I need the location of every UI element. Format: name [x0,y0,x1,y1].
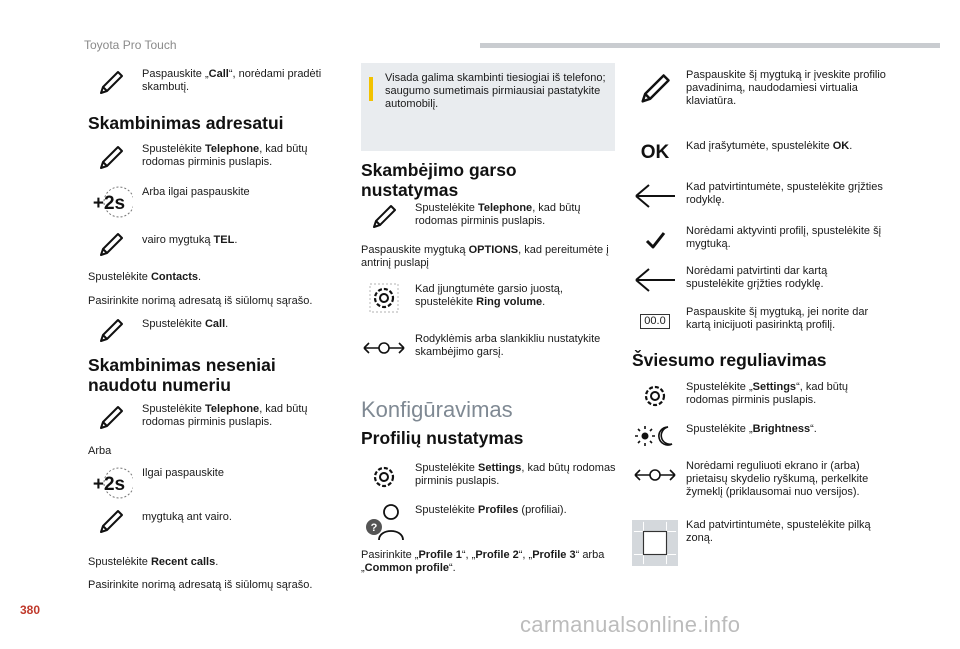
hold-2s-icon [84,184,134,220]
instruction-row [632,265,888,295]
svg-text:+2s: +2s [92,474,126,495]
info-icon [369,77,373,101]
instruction-row [84,184,350,220]
instruction-row [88,230,350,260]
instruction-row [88,507,350,537]
paragraph: Paspauskite mygtuką OPTIONS, kad pereitumėte į antrinį puslapį [361,244,609,269]
pencil-icon [88,68,134,98]
instruction-row [632,381,888,411]
instruction-text: Kad įjungtumėte garsio juostą, spustelėkite Ring volume. [415,283,563,308]
instruction-row [632,69,888,109]
instruction-text: Rodyklėmis arba slankikliu nustatykite skambėjimo garsį. [415,333,601,358]
instruction-text: Spustelėkite Telephone, kad būtų rodomas pirminis puslapis. [142,143,308,168]
instruction-row [88,403,350,433]
instruction-text: Paspauskite šį mygtuką ir įveskite profilio pavadinimą, naudodamiesi virtualia klaviatūra. [686,69,886,107]
instruction-text: mygtuką ant vairo. [142,511,232,523]
instruction-row [632,181,888,211]
reset-value-icon: 00.0 [632,306,678,336]
instruction-row [88,316,350,346]
paragraph: Arba [88,445,112,457]
instruction-text: Norėdami reguliuoti ekrano ir (arba) prietaisų skydelio ryškumą, perkelkite žymeklį (priklausomai nuo versijos). [686,460,869,498]
heading-sviesumo-reguliavimas: Šviesumo reguliavimas [632,350,827,370]
settings-icon [632,381,678,411]
pencil-icon [88,507,134,537]
watermark: carmanualsonline.info [520,612,741,637]
instruction-text: Spustelėkite Telephone, kad būtų rodomas pirminis puslapis. [142,403,308,428]
pencil-icon [632,69,678,109]
header-bar [480,43,940,48]
paragraph: Pasirinkite „Profile 1“, „Profile 2“, „Profile 3“ arba „Common profile“. [361,549,605,574]
svg-text:?: ? [370,522,378,534]
check-icon [632,225,678,255]
pencil-icon [361,202,407,232]
instruction-row [361,202,617,232]
instruction-text: Spustelėkite Call. [142,318,229,330]
instruction-row [361,462,617,492]
slider-arrows-icon [361,333,407,363]
instruction-row [632,421,888,451]
instruction-row [632,460,888,499]
ok-icon: OK [640,142,670,163]
instruction-row [88,143,350,173]
instruction-text: Spustelėkite Settings, kad būtų rodomas pirminis puslapis. [415,462,616,487]
instruction-text: Paspauskite šį mygtuką, jei norite dar kartą inicijuoti pasirinktą profilį. [686,306,869,331]
instruction-row [88,68,350,98]
info-note-text: Visada galima skambinti tiesiogiai iš telefono; saugumo sumetimais pirmiausiai pastatykite automobilį. [385,72,606,110]
instruction-text: Spustelėkite „Settings“, kad būtų rodomas pirminis puslapis. [686,381,849,406]
instruction-row [632,225,888,255]
instruction-row [84,465,350,501]
pencil-icon [88,143,134,173]
profile-icon [361,502,407,542]
touch-zone-icon [632,519,678,567]
paragraph: Pasirinkite norimą adresatą iš siūlomų sąrašo. [88,579,313,591]
instruction-text: Kad patvirtintumėte, spustelėkite grįžties rodyklę. [686,181,883,206]
heading-konfiguravimas: Konfigūravimas [361,397,513,422]
hold-2s-icon [84,465,134,501]
paragraph: Spustelėkite Contacts. [88,271,202,283]
paragraph: Pasirinkite norimą adresatą iš siūlomų sąrašo. [88,295,313,307]
instruction-text: vairo mygtuką TEL. [142,234,238,246]
paragraph: Spustelėkite Recent calls. [88,556,219,568]
page-number: 380 [20,603,41,617]
instruction-text: Spustelėkite Telephone, kad būtų rodomas pirminis puslapis. [415,202,581,227]
back-arrow-icon [632,181,678,211]
heading-skambinimas-adresatui: Skambinimas adresatui [88,113,284,133]
instruction-text: Ilgai paspauskite [142,467,224,479]
svg-text:+2s: +2s [92,193,126,214]
settings-icon [361,283,407,313]
slider-arrows-icon [632,460,678,490]
pencil-icon [88,316,134,346]
instruction-row [361,502,617,542]
instruction-text: Paspauskite „Call“, norėdami pradėti skambutį. [142,68,322,93]
info-note [361,63,615,151]
instruction-text: Norėdami patvirtinti dar kartą spustelėkite grįžties rodyklę. [686,265,828,290]
back-arrow-icon [632,265,678,295]
instruction-text: Spustelėkite „Brightness“. [686,423,817,435]
instruction-text: Kad patvirtintumėte, spustelėkite pilką zoną. [686,519,871,544]
heading-skambejimo-garso: Skambėjimo garso nustatymas [361,160,517,200]
heading-skambinimas-neseniai: Skambinimas neseniai naudotu numeriu [88,355,276,395]
instruction-row [361,333,617,363]
heading-profiliu-nustatymas: Profilių nustatymas [361,428,524,448]
instruction-text: Kad įrašytumėte, spustelėkite OK. [686,140,853,152]
header-title: Toyota Pro Touch [84,38,177,52]
instruction-row [632,306,888,336]
instruction-text: Spustelėkite Profiles (profiliai). [415,504,567,516]
instruction-text: Arba ilgai paspauskite [142,186,250,198]
instruction-text: Norėdami aktyvinti profilį, spustelėkite šį mygtuką. [686,225,882,250]
brightness-icon [632,421,678,451]
pencil-icon [88,403,134,433]
instruction-row [361,283,617,313]
settings-icon [361,462,407,492]
instruction-row [632,138,888,168]
instruction-row [632,519,888,567]
pencil-icon [88,230,134,260]
